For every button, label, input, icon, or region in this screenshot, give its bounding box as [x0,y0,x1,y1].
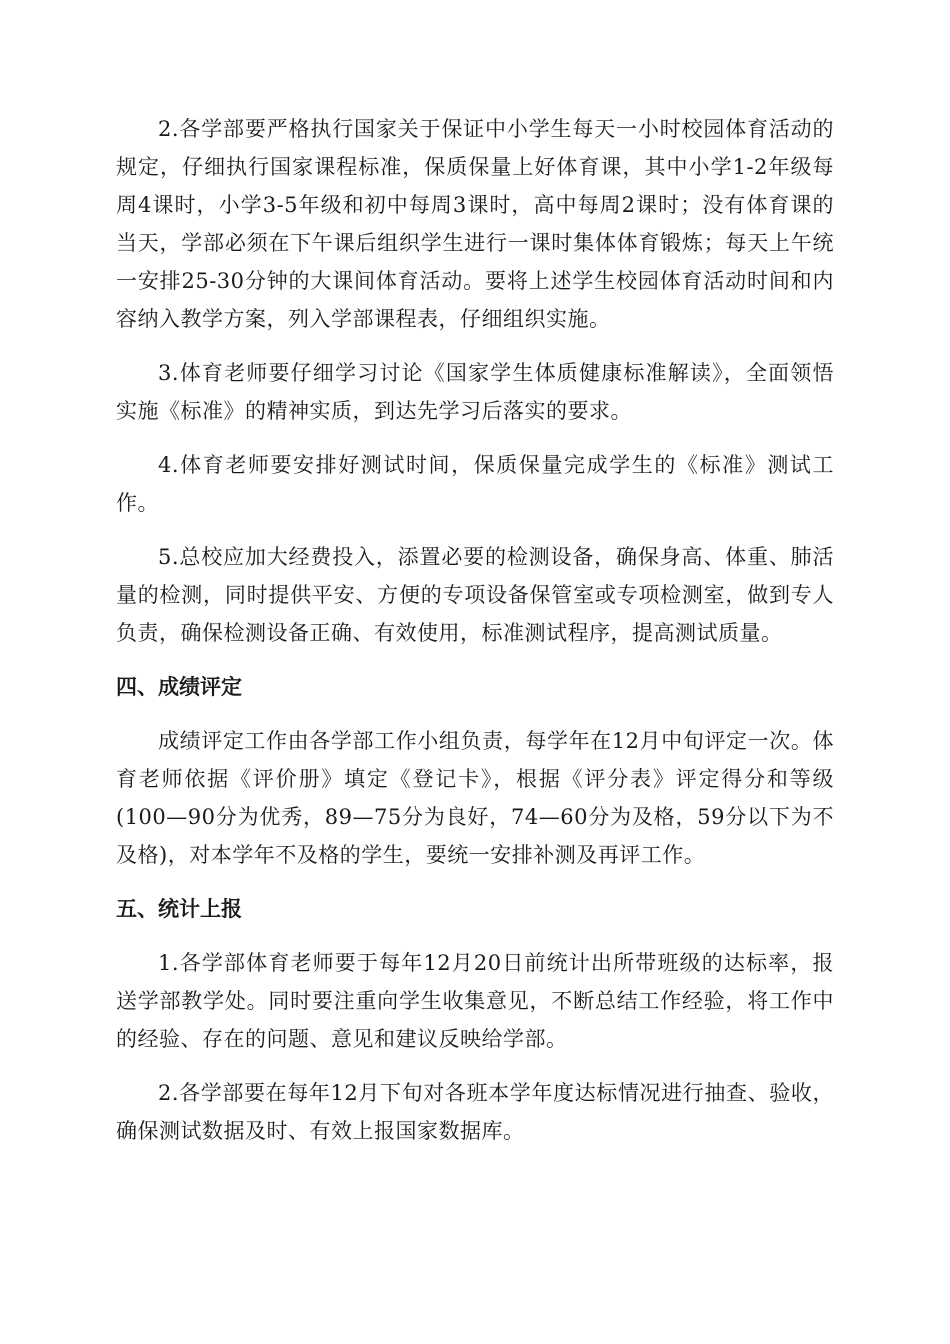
section-heading-reporting: 五、统计上报 [116,897,242,921]
paragraph-2-pe-schedule: 2.各学部要严格执行国家关于保证中小学生每天一小时校园体育活动的规定，仔细执行国家课程标准，保质保量上好体育课，其中小学1-2年级每周4课时，小学3-5年级和初中每周3课时，高中每周2课时；没有体育课的当天，学部必须在下午课后组织学生进行一课时集体体育锻炼；每天上午统一安排25-30分钟的大课间体育活动。要将上述学生校园体育活动时间和内容纳入教学方案，列入学部课程表，仔细组织实施。 [116,117,834,331]
section-heading-grading: 四、成绩评定 [116,675,242,699]
paragraph-3-study-standard: 3.体育老师要仔细学习讨论《国家学生体质健康标准解读》，全面领悟实施《标准》的精神实质，到达先学习后落实的要求。 [116,361,834,423]
paragraph-5-equipment: 5.总校应加大经费投入，添置必要的检测设备，确保身高、体重、肺活量的检测，同时提供平安、方便的专项设备保管室或专项检测室，做到专人负责，确保检测设备正确、有效使用，标准测试程序，提高测试质量。 [116,545,834,645]
paragraph-reporting-2: 2.各学部要在每年12月下旬对各班本学年度达标情况进行抽查、验收，确保测试数据及时、有效上报国家数据库。 [116,1081,834,1143]
paragraph-grading: 成绩评定工作由各学部工作小组负责，每学年在12月中旬评定一次。体育老师依据《评价册》填定《登记卡》，根据《评分表》评定得分和等级(100—90分为优秀，89—75分为良好，74—60分为及格，59分以下为不及格)，对本学年不及格的学生，要统一安排补测及再评工作。 [116,729,834,867]
paragraph-reporting-1: 1.各学部体育老师要于每年12月20日前统计出所带班级的达标率，报送学部教学处。同时要注重向学生收集意见，不断总结工作经验，将工作中的经验、存在的问题、意见和建议反映给学部。 [116,951,834,1051]
document-page [116,110,834,1166]
paragraph-4-test-arrangement: 4.体育老师要安排好测试时间，保质保量完成学生的《标准》测试工作。 [116,453,834,515]
